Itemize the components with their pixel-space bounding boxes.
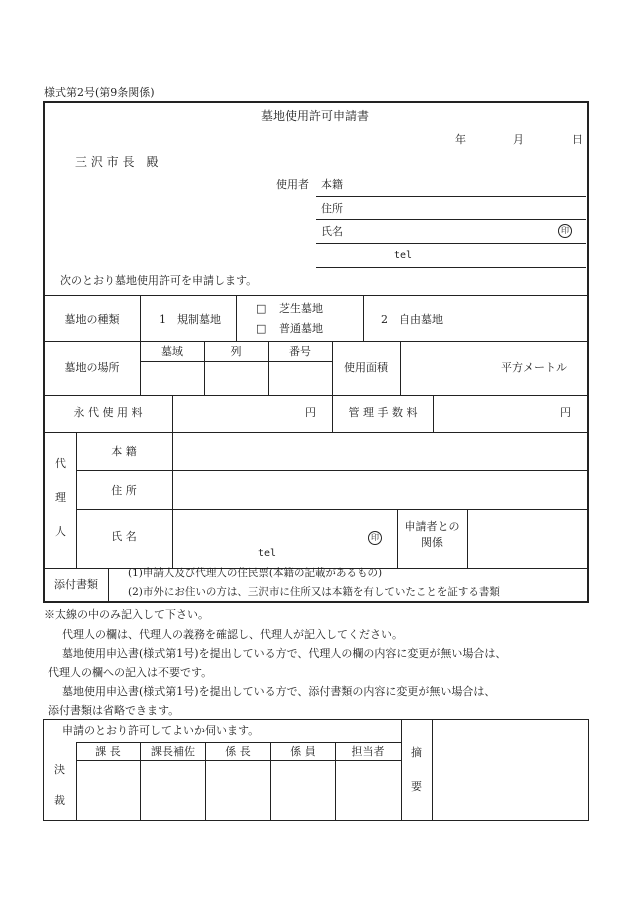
location-number-header: 番号 — [289, 345, 311, 358]
attachment-item-1: (1)申請人及び代理人の住民票(本籍の記載があるもの) — [128, 567, 383, 579]
attachments-label: 添付書類 — [54, 578, 98, 591]
type-option-free: 2 自由墓地 — [381, 313, 443, 326]
col-staff: 係 員 — [290, 745, 316, 758]
agent-honseki-label: 本 籍 — [111, 445, 137, 458]
request-statement: 次のとおり墓地使用許可を申請します。 — [60, 274, 258, 287]
approval-header: 申請のとおり許可してよいか伺います。 — [62, 724, 260, 737]
relation-label-line-2: 関係 — [421, 536, 443, 549]
form-number: 様式第2号(第9条関係) — [44, 86, 155, 99]
applicant-name-label: 氏名 — [321, 225, 343, 238]
note-line-6: 添付書類は省略できます。 — [48, 704, 180, 717]
applicant-label: 使用者 — [276, 178, 309, 191]
agent-address-label: 住 所 — [111, 484, 137, 497]
agent-tel-label: tel — [258, 548, 277, 559]
col-deputy-chief: 課長補佐 — [151, 745, 195, 758]
applicant-honseki-label: 本籍 — [321, 178, 343, 191]
perpetual-fee-label: 永 代 使 用 料 — [73, 406, 143, 419]
note-line-2: 代理人の欄は、代理人の義務を確認し、代理人が記入してください。 — [62, 628, 403, 641]
applicant-tel-label: tel — [394, 250, 413, 261]
usage-area-label: 使用面積 — [344, 361, 388, 374]
management-fee-unit: 円 — [560, 406, 571, 419]
agent-name-label: 氏 名 — [111, 530, 137, 543]
form-title: 墓地使用許可申請書 — [260, 109, 370, 123]
agent-label-char-3: 人 — [55, 525, 66, 538]
date-month-label: 月 — [513, 133, 524, 146]
date-day-label: 日 — [572, 133, 583, 146]
cemetery-location-label: 墓地の場所 — [64, 361, 120, 374]
attachment-item-2: (2)市外にお住いの方は、三沢市に住所又は本籍を有していたことを証する書類 — [128, 586, 500, 598]
col-person-in-charge: 担当者 — [351, 745, 385, 758]
note-line-3: 墓地使用申込書(様式第1号)を提出している方で、代理人の欄の内容に変更が無い場合は、 — [62, 647, 507, 660]
agent-label-char-2: 理 — [55, 491, 66, 504]
cemetery-type-label: 墓地の種類 — [64, 313, 120, 326]
note-line-5: 墓地使用申込書(様式第1号)を提出している方で、添付書類の内容に変更が無い場合は、 — [62, 685, 496, 698]
ordinary-checkbox[interactable]: □ — [256, 322, 267, 335]
date-year-label: 年 — [455, 133, 466, 146]
col-section-chief: 課 長 — [95, 745, 121, 758]
note-line-1: ※太線の中のみ記入して下さい。 — [44, 608, 209, 621]
applicant-seal-mark: 印 — [558, 224, 572, 238]
management-fee-label: 管 理 手 数 料 — [348, 406, 418, 419]
location-plot-header: 墓域 — [161, 345, 183, 358]
col-group-leader: 係 長 — [225, 745, 251, 758]
approval-side-char-1: 決 — [54, 763, 65, 776]
addressee: 三 沢 市 長 殿 — [75, 155, 159, 169]
note-line-4: 代理人の欄への記入は不要です。 — [48, 666, 213, 679]
approval-side-char-2: 裁 — [54, 794, 65, 807]
lawn-cemetery-label: 芝生墓地 — [279, 302, 323, 315]
agent-label-char-1: 代 — [55, 457, 66, 470]
usage-area-unit: 平方メートル — [501, 361, 567, 374]
lawn-checkbox[interactable]: □ — [256, 302, 267, 315]
agent-seal-mark: 印 — [368, 531, 382, 545]
perpetual-fee-unit: 円 — [305, 406, 316, 419]
relation-label-line-1: 申請者との — [404, 520, 460, 533]
applicant-address-label: 住所 — [321, 202, 343, 215]
location-row-header: 列 — [230, 345, 242, 358]
remarks-char-2: 要 — [411, 780, 422, 793]
remarks-char-1: 摘 — [411, 746, 422, 759]
type-option-regulated: 1 規制墓地 — [159, 313, 221, 326]
ordinary-cemetery-label: 普通墓地 — [279, 322, 323, 335]
